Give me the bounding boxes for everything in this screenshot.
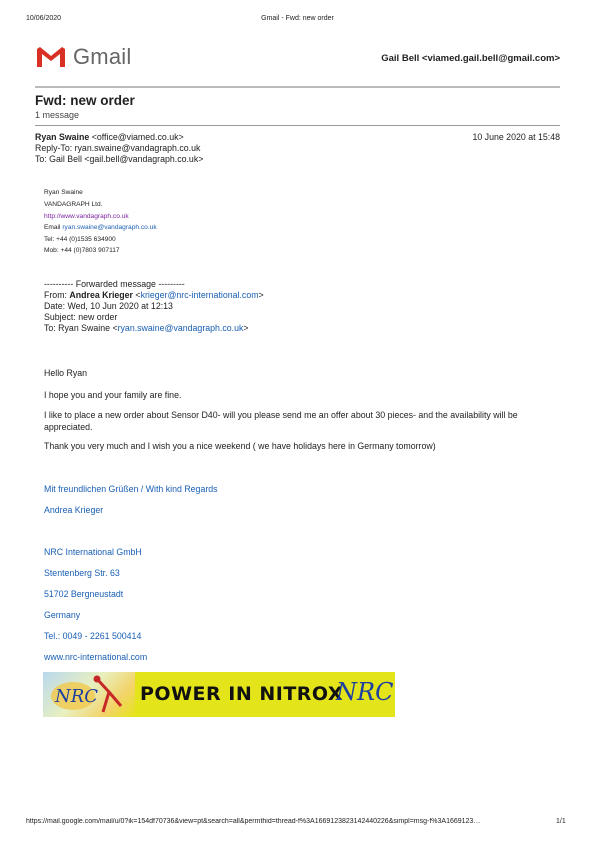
sig-name: Ryan Swaine [44, 189, 83, 196]
gmail-envelope-icon [35, 45, 67, 69]
sig-mob: Mob: +44 (0)7803 907117 [44, 247, 120, 254]
fwd-from-open: < [132, 290, 141, 300]
fwd-from-label: From: [44, 290, 70, 300]
thread-subject: Fwd: new order [35, 93, 135, 108]
sender-name: Ryan Swaine [35, 132, 90, 142]
sender-line [35, 132, 184, 142]
reply-to: Reply-To: ryan.swaine@vandagraph.co.uk [35, 143, 201, 153]
header-divider [35, 86, 560, 88]
nrc-banner-image [43, 672, 395, 717]
greeting: Hello Ryan [44, 368, 88, 378]
sig-company: VANDAGRAPH Ltd. [44, 201, 103, 208]
body-paragraph-1: I hope you and your family are fine. [44, 390, 182, 400]
fwd-from-close: > [258, 290, 264, 300]
page-url: https://mail.google.com/mail/u/0?ik=154df70736&view=pt&search=all&permthid=thread-f%3A1669123823142440226&simpl=msg-f%3A1669123… [26, 818, 481, 825]
fwd-from-name: Andrea Krieger [69, 290, 133, 300]
fwd-to-close: > [243, 323, 249, 333]
page-number: 1/1 [556, 818, 566, 825]
sig-email-link[interactable]: ryan.swaine@vandagraph.co.uk [62, 224, 157, 231]
sender-country-link[interactable]: Germany [44, 610, 81, 620]
fwd-from [44, 290, 264, 300]
message-divider [35, 125, 560, 126]
sender-city-link[interactable]: 51702 Bergneustadt [44, 589, 124, 599]
sender-website-link[interactable]: www.nrc-international.com [44, 652, 148, 662]
sender-company: NRC International GmbH [44, 547, 142, 557]
fwd-from-email-link[interactable]: krieger@nrc-international.com [140, 290, 259, 300]
gmail-wordmark: Gmail [73, 44, 132, 69]
print-title: Gmail - Fwd: new order [261, 15, 334, 22]
fwd-subject: Subject: new order [44, 312, 118, 322]
sender-email: <office@viamed.co.uk> [91, 132, 184, 142]
diver-graphic-icon [43, 672, 135, 717]
message-count: 1 message [35, 110, 80, 120]
sender-tel: Tel.: 0049 - 2261 500414 [44, 631, 142, 641]
banner-artwork [43, 672, 135, 717]
recipient: To: Gail Bell <gail.bell@vandagraph.co.uk> [35, 154, 204, 164]
svg-text:NRC: NRC [55, 686, 99, 707]
sender-name: Andrea Krieger [44, 505, 104, 515]
sig-website-link[interactable]: http://www.vandagraph.co.uk [44, 213, 129, 220]
forward-divider: ---------- Forwarded message --------- [44, 279, 185, 289]
gmail-logo[interactable] [35, 44, 131, 70]
fwd-date: Date: Wed, 10 Jun 2020 at 12:13 [44, 301, 173, 311]
sender-street-link[interactable]: Stentenberg Str. 63 [44, 568, 120, 578]
sig-tel: Tel: +44 (0)1535 634900 [44, 236, 116, 243]
closing: Mit freundlichen Grüßen / With kind Regards [44, 484, 218, 494]
print-date: 10/06/2020 [26, 15, 62, 22]
fwd-to-email-link[interactable]: ryan.swaine@vandagraph.co.uk [117, 323, 244, 333]
banner-slogan: POWER IN NITROX [140, 683, 344, 705]
fwd-to [44, 323, 249, 333]
body-paragraph-3: Thank you very much and I wish you a nice weekend ( we have holidays here in Germany tomorrow) [44, 441, 436, 451]
sig-email-line [44, 224, 157, 231]
message-date: 10 June 2020 at 15:48 [472, 132, 560, 142]
account-name: Gail Bell <viamed.gail.bell@gmail.com> [381, 53, 560, 64]
nrc-logo: NRC [336, 678, 394, 706]
body-paragraph-2: I like to place a new order about Sensor D40- will you please send me an offer about 30 pieces- and the availability will be appreciated. [44, 410, 518, 432]
fwd-to-label: To: Ryan Swaine < [44, 323, 118, 333]
sig-email-label: Email [44, 224, 63, 231]
